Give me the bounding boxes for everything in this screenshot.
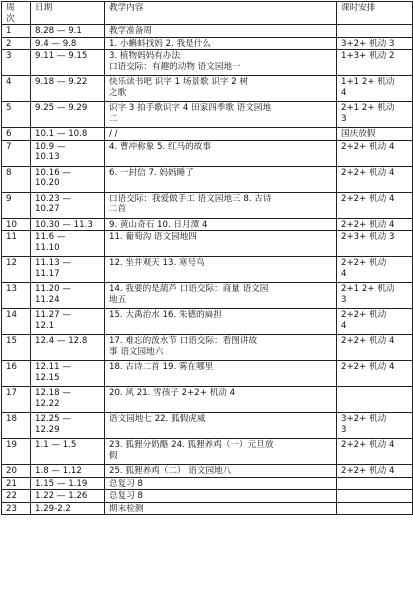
cell-week: 2 bbox=[2, 37, 31, 50]
cell-hours: 2+2+ 机动 4 bbox=[337, 465, 413, 478]
table-row bbox=[2, 361, 413, 387]
table-row bbox=[2, 231, 413, 257]
cell-hours: 2+2+ 机动 4 bbox=[337, 140, 413, 166]
cell-hours: 2+2+ 机动 4 bbox=[337, 192, 413, 218]
table-header-row bbox=[2, 2, 413, 25]
cell-date: 9.18 — 9.22 bbox=[31, 76, 105, 102]
cell-week: 23 bbox=[2, 502, 31, 515]
table-row bbox=[2, 218, 413, 231]
cell-date: 11.27 — 12.1 bbox=[31, 309, 105, 335]
cell-hours bbox=[337, 25, 413, 38]
cell-content: 总复习 8 bbox=[105, 490, 337, 503]
cell-date: 12.11 — 12.15 bbox=[31, 361, 105, 387]
cell-hours: 2+2+ 机动 4 bbox=[337, 257, 413, 283]
table-row bbox=[2, 76, 413, 102]
cell-week: 21 bbox=[2, 477, 31, 490]
cell-hours: 3+2+ 机动 3 bbox=[337, 413, 413, 439]
cell-content: 18. 古诗二首 19. 雾在哪里 bbox=[105, 361, 337, 387]
cell-hours bbox=[337, 387, 413, 413]
cell-date: 1.29-2.2 bbox=[31, 502, 105, 515]
table-row bbox=[2, 309, 413, 335]
cell-hours: 3+2+ 机动 3 bbox=[337, 37, 413, 50]
cell-content: 9. 黄山奇石 10. 日月潭 4 bbox=[105, 218, 337, 231]
table-row bbox=[2, 37, 413, 50]
cell-hours: 1+3+ 机动 2 bbox=[337, 50, 413, 76]
cell-date: 11.6 — 11.10 bbox=[31, 231, 105, 257]
cell-content: 17. 难忘的泼水节 口语交际：看图讲故 事 语文园地六 bbox=[105, 335, 337, 361]
cell-date: 1.1 — 1.5 bbox=[31, 439, 105, 465]
cell-hours: 2+1 2+ 机动 3 bbox=[337, 283, 413, 309]
cell-week: 5 bbox=[2, 102, 31, 128]
cell-hours bbox=[337, 477, 413, 490]
table-row bbox=[2, 192, 413, 218]
cell-date: 12.25 — 12.29 bbox=[31, 413, 105, 439]
cell-content: 4. 曹冲称象 5. 红马的故事 bbox=[105, 140, 337, 166]
cell-date: 1.8 — 1.12 bbox=[31, 465, 105, 478]
cell-date: 8.28 — 9.1 bbox=[31, 25, 105, 38]
cell-week: 12 bbox=[2, 257, 31, 283]
table-row bbox=[2, 166, 413, 192]
cell-week: 18 bbox=[2, 413, 31, 439]
table-row bbox=[2, 257, 413, 283]
cell-content: / / bbox=[105, 128, 337, 141]
cell-content: 3. 植物妈妈有办法 口语交际：有趣的动物 语文园地一 bbox=[105, 50, 337, 76]
cell-date: 10.30 — 11.3 bbox=[31, 218, 105, 231]
header-week: 周 次 bbox=[2, 2, 31, 25]
cell-content: 12. 坐井观天 13. 寒号鸟 bbox=[105, 257, 337, 283]
cell-week: 17 bbox=[2, 387, 31, 413]
header-date: 日期 bbox=[31, 2, 105, 25]
table-body bbox=[2, 25, 413, 515]
cell-content: 识字 3 拍手歌识字 4 田家四季歌 语文园地 二 bbox=[105, 102, 337, 128]
cell-week: 16 bbox=[2, 361, 31, 387]
table-row bbox=[2, 50, 413, 76]
cell-date: 11.20 — 11.24 bbox=[31, 283, 105, 309]
cell-week: 3 bbox=[2, 50, 31, 76]
cell-date: 1.22 — 1.26 bbox=[31, 490, 105, 503]
cell-week: 6 bbox=[2, 128, 31, 141]
cell-hours: 2+3+ 机动 3 bbox=[337, 231, 413, 257]
cell-week: 11 bbox=[2, 231, 31, 257]
cell-week: 15 bbox=[2, 335, 31, 361]
table-row bbox=[2, 140, 413, 166]
header-schedule: 课时安排 bbox=[337, 2, 413, 25]
table-row bbox=[2, 439, 413, 465]
cell-date: 10.9 — 10.13 bbox=[31, 140, 105, 166]
cell-content: 语文园地七 22. 狐假虎威 bbox=[105, 413, 337, 439]
cell-hours bbox=[337, 490, 413, 503]
cell-content: 15. 大禹治水 16. 朱德的扁担 bbox=[105, 309, 337, 335]
cell-hours: 2+2+ 机动 4 bbox=[337, 166, 413, 192]
table-row bbox=[2, 477, 413, 490]
cell-content: 期末检测 bbox=[105, 502, 337, 515]
cell-week: 22 bbox=[2, 490, 31, 503]
cell-week: 1 bbox=[2, 25, 31, 38]
cell-date: 10.1 — 10.8 bbox=[31, 128, 105, 141]
cell-hours: 2+2+ 机动 4 bbox=[337, 309, 413, 335]
cell-date: 9.11 — 9.15 bbox=[31, 50, 105, 76]
cell-content: 6. 一封信 7. 妈妈睡了 bbox=[105, 166, 337, 192]
table-row bbox=[2, 413, 413, 439]
table-row bbox=[2, 335, 413, 361]
table-row bbox=[2, 502, 413, 515]
cell-hours bbox=[337, 502, 413, 515]
table-row bbox=[2, 283, 413, 309]
table-row bbox=[2, 102, 413, 128]
cell-week: 10 bbox=[2, 218, 31, 231]
cell-week: 13 bbox=[2, 283, 31, 309]
teaching-schedule-table bbox=[1, 1, 413, 515]
cell-date: 9.25 — 9.29 bbox=[31, 102, 105, 128]
cell-week: 19 bbox=[2, 439, 31, 465]
cell-week: 14 bbox=[2, 309, 31, 335]
cell-date: 10.23 — 10.27 bbox=[31, 192, 105, 218]
cell-content: 14. 我要的是葫芦 口语交际：商量 语文园 地五 bbox=[105, 283, 337, 309]
cell-content: 23. 狐狸分奶酪 24. 狐狸养鸡（一）元旦放 假 bbox=[105, 439, 337, 465]
table-row bbox=[2, 128, 413, 141]
cell-hours: 2+2+ 机动 4 bbox=[337, 218, 413, 231]
cell-hours: 2+1 2+ 机动 3 bbox=[337, 102, 413, 128]
cell-date: 11.13 — 11.17 bbox=[31, 257, 105, 283]
cell-content: 1. 小蝌蚪找妈 2. 我是什么 bbox=[105, 37, 337, 50]
cell-content: 教学准备周 bbox=[105, 25, 337, 38]
cell-date: 9.4 — 9.8 bbox=[31, 37, 105, 50]
cell-week: 9 bbox=[2, 192, 31, 218]
cell-week: 7 bbox=[2, 140, 31, 166]
cell-week: 8 bbox=[2, 166, 31, 192]
cell-content: 20. 风 21. 雪孩子 2+2+ 机动 4 bbox=[105, 387, 337, 413]
cell-week: 4 bbox=[2, 76, 31, 102]
cell-date: 1.15 — 1.19 bbox=[31, 477, 105, 490]
cell-date: 12.4 — 12.8 bbox=[31, 335, 105, 361]
cell-content: 总复习 8 bbox=[105, 477, 337, 490]
cell-date: 10.16 — 10.20 bbox=[31, 166, 105, 192]
cell-hours: 2+2+ 机动 4 bbox=[337, 335, 413, 361]
cell-date: 12.18 — 12.22 bbox=[31, 387, 105, 413]
cell-content: 口语交际：我爱做手工 语文园地三 8. 古诗 二首 bbox=[105, 192, 337, 218]
table-row bbox=[2, 387, 413, 413]
cell-hours: 国庆放假 bbox=[337, 128, 413, 141]
cell-hours: 1+1 2+ 机动 4 bbox=[337, 76, 413, 102]
cell-week: 20 bbox=[2, 465, 31, 478]
cell-content: 25. 狐狸养鸡（二） 语文园地八 bbox=[105, 465, 337, 478]
cell-hours: 2+2+ 机动 4 bbox=[337, 439, 413, 465]
cell-hours: 2+2+ 机动 4 bbox=[337, 361, 413, 387]
cell-content: 快乐读书吧 识字 1 场景歌 识字 2 树 之歌 bbox=[105, 76, 337, 102]
table-row bbox=[2, 25, 413, 38]
header-content: 教学内容 bbox=[105, 2, 337, 25]
table-row bbox=[2, 465, 413, 478]
cell-content: 11. 葡萄沟 语文园地四 bbox=[105, 231, 337, 257]
table-row bbox=[2, 490, 413, 503]
